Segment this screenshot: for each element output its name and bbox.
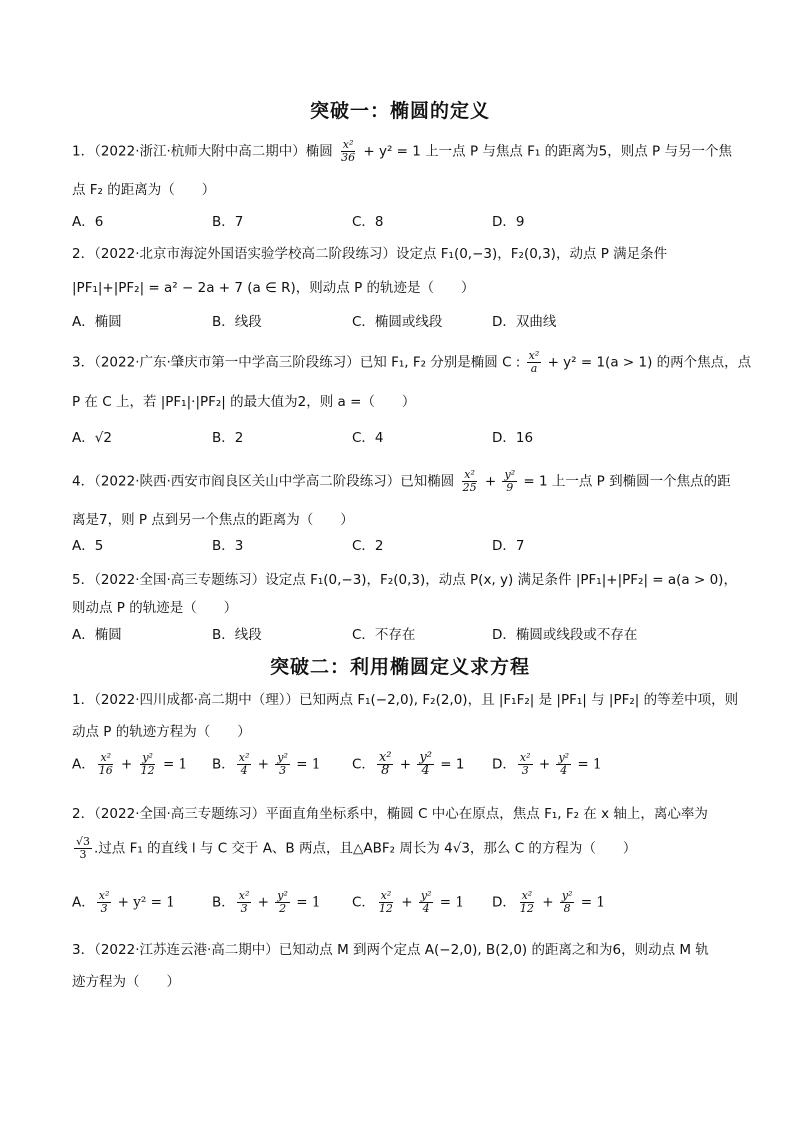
s1-q4-option-b: B．3 bbox=[212, 538, 244, 554]
s1-q3-option-c: C．4 bbox=[352, 430, 384, 446]
s2-q1-option-b: B． $\frac{\text{x²}}{4}$ + $\frac{\text{y²}}{3}$ = 1 bbox=[212, 751, 321, 777]
s1-q1-option-b: B．7 bbox=[212, 214, 244, 230]
s1-q5-option-d: D．椭圆或线段或不存在 bbox=[492, 627, 638, 643]
s2-q2-option-d: D． $\frac{\text{x²}}{12}$ + $\frac{\text{y²}}{8}$ = 1 bbox=[492, 889, 605, 915]
s1-q2-option-d: D．双曲线 bbox=[492, 314, 557, 330]
s1-q1-option-a: A．6 bbox=[72, 214, 104, 230]
s1-q2-option-c: C．椭圆或线段 bbox=[352, 314, 443, 330]
s1-q3-option-a: A．√2 bbox=[72, 430, 112, 446]
s1-q3-line2: P 在 C 上，若 |PF₁|·|PF₂| 的最大值为2，则 a =（ ） bbox=[72, 394, 416, 410]
section-title-2: 突破二：利用椭圆定义求方程 bbox=[269, 656, 530, 678]
s1-q1-line1 bbox=[72, 139, 740, 164]
s1-q3-fraction: $\frac{\text{x²}}{a}$ bbox=[528, 349, 540, 375]
s2-q2-option-b: B． $\frac{\text{x²}}{3}$ + $\frac{\text{y²}}{2}$ = 1 bbox=[212, 889, 321, 915]
s2-q2-line1: 2．（2022·全国·高三专题练习）平面直角坐标系中，椭圆 C 中心在原点，焦点 F₁, F₂ 在 x 轴上，离心率为 bbox=[72, 806, 708, 822]
s1-q5-option-c: C．不存在 bbox=[352, 627, 416, 643]
s1-q4-fraction-x: $\frac{\text{x²}}{25}$ bbox=[462, 468, 477, 494]
s1-q5-option-b: B．线段 bbox=[212, 627, 262, 643]
s2-q2-option-c: C． $\frac{\text{x²}}{12}$ + $\frac{\text{y²}}{4}$ = 1 bbox=[352, 889, 464, 915]
s1-q1-line2: 点 F₂ 的距离为（ ） bbox=[72, 182, 216, 198]
s1-q1-option-d: D．9 bbox=[492, 214, 525, 230]
s2-q1-option-d: D． $\frac{\text{x²}}{3}$ + $\frac{\text{y²}}{4}$ = 1 bbox=[492, 751, 602, 777]
s1-q1-option-c: C．8 bbox=[352, 214, 384, 230]
s2-q3-line1: 3．（2022·江苏连云港·高二期中）已知动点 M 到两个定点 A(−2,0), B(2,0) 的距离之和为6，则动点 M 轨 bbox=[72, 942, 709, 958]
s1-q4-option-a: A．5 bbox=[72, 538, 104, 554]
s1-q3-text-a: 3．（2022·广东·肇庆市第一中学高三阶段练习）已知 F₁, F₂ 分别是椭圆 C : bbox=[72, 354, 525, 371]
s1-q5-line1: 5．（2022·全国·高三专题练习）设定点 F₁(0,−3)，F₂(0,3)，动点 P(x, y) 满足条件 |PF₁|+|PF₂| = a(a > 0)， bbox=[72, 572, 737, 588]
s1-q2-option-b: B．线段 bbox=[212, 314, 262, 330]
s1-q2-line1: 2．（2022·北京市海淀外国语实验学校高二阶段练习）设定点 F₁(0,−3)，F₂(0,3)，动点 P 满足条件 bbox=[72, 246, 668, 262]
s1-q5-line2: 则动点 P 的轨迹是（ ） bbox=[72, 600, 238, 616]
s1-q5-option-a: A．椭圆 bbox=[72, 627, 122, 643]
s1-q4-fraction-y: $\frac{\text{y²}}{9}$ bbox=[504, 468, 516, 494]
s1-q2-option-a: A．椭圆 bbox=[72, 314, 122, 330]
s1-q1-fraction: $\frac{\text{x²}}{36}$ bbox=[341, 138, 356, 164]
s1-q4-line2: 离是7，则 P 点到另一个焦点的距离为（ ） bbox=[72, 512, 354, 528]
s1-q4-option-d: D．7 bbox=[492, 538, 525, 554]
s1-q1-text-b: + y² = 1 上一点 P 与焦点 F₁ 的距离为5，则点 P 与另一个焦 bbox=[359, 143, 732, 160]
s1-q2-line2: |PF₁|+|PF₂| = a² − 2a + 7 (a ∈ R)，则动点 P 的轨迹是（ ） bbox=[72, 280, 475, 296]
s2-q2-option-a: A． $\frac{\text{x²}}{3}$ + y² = 1 bbox=[72, 889, 175, 915]
s1-q1-text-a: 1．（2022·浙江·杭师大附中高二期中）椭圆 bbox=[72, 143, 338, 160]
s2-q2-line2: $\frac{√3}{3}$ .过点 F₁ 的直线 l 与 C 交于 A、B 两点，且△ABF₂ 周长为 4√3，那么 C 的方程为（ ） bbox=[76, 835, 637, 861]
s1-q3-option-b: B．2 bbox=[212, 430, 244, 446]
s1-q3-option-d: D．16 bbox=[492, 430, 534, 446]
s2-q1-line2: 动点 P 的轨迹方程为（ ） bbox=[72, 724, 251, 740]
s2-q1-option-c: C． $\frac{\text{x²}}{8}$ + $\frac{\text{y²}}{4}$ = 1 bbox=[352, 750, 465, 778]
s2-q3-line2: 迹方程为（ ） bbox=[72, 974, 180, 990]
s1-q4-text-b: + bbox=[480, 473, 501, 490]
section-title-1: 突破一：椭圆的定义 bbox=[309, 100, 490, 122]
s1-q4-text-c: = 1 上一点 P 到椭圆一个焦点的距 bbox=[519, 473, 731, 490]
s1-q4-option-c: C．2 bbox=[352, 538, 384, 554]
s1-q4-text-a: 4．（2022·陕西·西安市阎良区关山中学高二阶段练习）已知椭圆 bbox=[72, 473, 459, 490]
s2-q2-fraction: $\frac{√3}{3}$ bbox=[76, 835, 91, 861]
s1-q3-line1 bbox=[72, 349, 752, 375]
s1-q4-line1 bbox=[72, 469, 740, 494]
s1-q3-text-b: + y² = 1(a > 1) 的两个焦点，点 bbox=[543, 354, 752, 371]
s2-q1-line1: 1．（2022·四川成都·高二期中（理））已知两点 F₁(−2,0), F₂(2,0)，且 |F₁F₂| 是 |PF₁| 与 |PF₂| 的等差中项，则 bbox=[72, 692, 739, 708]
s2-q1-option-a: A． $\frac{\text{x²}}{16}$ + $\frac{\text{y²}}{12}$ = 1 bbox=[72, 751, 188, 777]
